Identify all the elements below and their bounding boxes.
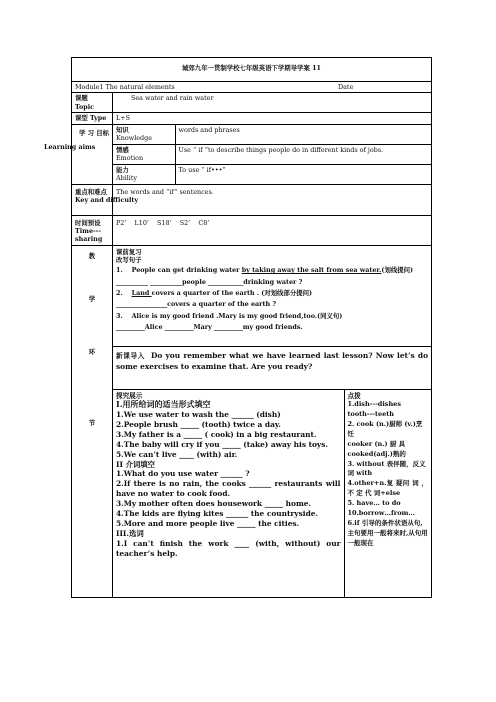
type-label	[72, 112, 113, 124]
side-char-4: 节	[88, 418, 96, 427]
review-q1-text: 1. People can get drinking water	[116, 266, 242, 275]
lead-in-text: Do you remember what we have learned last lesson? Now let’s do some exercises to examine that. Are you ready?	[116, 350, 428, 371]
review-q1	[116, 266, 428, 274]
aims-ability-value: To use “ if•••”	[175, 164, 431, 184]
aims-cell	[113, 124, 432, 184]
exercise-line: 1.What do you use water ______ ?	[116, 469, 250, 479]
review-heading: 课前复习	[116, 247, 142, 256]
review-subheading: 改写句子	[116, 256, 142, 265]
note-line: 6.if 引导的条件状语从句,主句要用一般将来时,从句用一般现在	[347, 518, 428, 547]
note-line: 10.borrow…from…	[347, 509, 415, 518]
module-name: Module1 The natural elements	[75, 83, 175, 91]
review-q2-answer: ________________covers a quarter of the earth ?	[116, 300, 277, 309]
review-q2	[116, 289, 428, 297]
time-value: P2’ L10’ S18’ S2’ C8’	[113, 215, 432, 245]
exercise-line: 1.I can’t finish the work ____ (with, without) our teacher’s help.	[116, 538, 341, 558]
aims-label-cn: 学 习 目标	[78, 128, 109, 137]
review-q1-underlined: by taking away the salt from sea water.	[241, 266, 382, 275]
aims-label	[44, 124, 113, 184]
note-line: 4.other+n.复 疑问 词 ，不 定 代 词+else	[347, 479, 428, 498]
review-q1-answer: __________ __________people ___________drinking water ?	[116, 277, 303, 286]
topic-label-cn: 课题	[75, 94, 88, 103]
notes-heading: 点拨	[347, 391, 361, 400]
review-q2-text: 2.	[116, 288, 132, 297]
note-line: 1.dish---dishes	[347, 400, 401, 409]
key-label	[72, 184, 139, 215]
exercise-line: 3.My father is a _____ ( cook) in a big restaurant.	[116, 429, 317, 439]
aims-table	[113, 125, 431, 184]
time-label	[72, 215, 113, 245]
topic-label	[72, 93, 113, 113]
module-row	[72, 82, 432, 93]
teaching-steps-label	[72, 245, 113, 597]
note-line: tooth---teeth	[347, 409, 394, 418]
exercise-line: 3.My mother often does housework _____ home.	[116, 499, 312, 509]
aims-knowledge-value: words and phrases	[175, 125, 431, 145]
emotion-cn: 情感	[116, 145, 129, 154]
exercise-line: 4.The baby will cry if you _____ (take) away his toys.	[116, 439, 328, 449]
review-q3: 3. Alice is my good friend .Mary is my good friend,too.(同义句)	[116, 311, 343, 320]
side-char-2: 学	[88, 295, 96, 304]
aims-knowledge-label	[113, 125, 175, 145]
aims-label-en: Learning aims	[44, 143, 96, 152]
type-value: L+S	[113, 112, 432, 124]
lesson-plan-table	[44, 57, 432, 598]
type-label-cn: 课型	[75, 113, 88, 122]
key-label-en: Key and difficulty	[75, 196, 139, 205]
exercise-line: 5.We can’t live ____ (with) air.	[116, 449, 238, 459]
aims-emotion-value: Use “ if ”to describe things people do in different kinds of jobs.	[175, 144, 431, 164]
note-line: 5. have… to do	[347, 499, 401, 508]
exercise-line: I.用所给词的适当形式填空	[116, 399, 211, 410]
note-line: 3. without 表伴随，反义词 with	[347, 459, 426, 478]
side-char-3: 环	[88, 348, 96, 357]
knowledge-en: Knowledge	[116, 134, 152, 143]
review-q2-underlined: Land	[131, 288, 152, 297]
ability-cn: 能力	[116, 165, 129, 174]
time-label-cn: 时间预设	[75, 218, 101, 227]
exercise-line: 2.If there is no rain, the cooks ______ restaurants will have no water to cook food.	[116, 479, 341, 499]
side-char-1: 教	[88, 251, 96, 260]
aims-ability-label	[113, 164, 175, 184]
key-label-cn: 重点和难点	[75, 187, 107, 196]
exercise-heading: 探究展示	[116, 391, 143, 400]
review-q1-note: (划线提问)	[381, 266, 414, 275]
exercise-line: III.选词	[116, 528, 144, 538]
review-q2-note: covers a quarter of the earth . (对划线部分提问)	[151, 288, 313, 297]
key-value: The words and “if” sentences.	[113, 184, 432, 215]
note-line: 2. cook (n.)厨师 (v.)烹饪	[347, 419, 423, 438]
notes-column	[344, 390, 431, 597]
exercise-line: II 介词填空	[116, 459, 156, 469]
date-label: Date	[338, 83, 354, 91]
review-section	[113, 245, 432, 346]
knowledge-cn: 知识	[116, 125, 129, 134]
review-q3-answer: _________Alice _________Mary _________my good friends.	[116, 322, 303, 331]
time-label-en: Time---sharing	[75, 227, 103, 244]
note-line: cooked(adj.)熟的	[347, 449, 406, 458]
exercise-line: 5.More and more people live _____ the cities.	[116, 518, 300, 528]
practice-cell	[113, 389, 432, 597]
emotion-en: Emotion	[116, 154, 144, 163]
exercise-line: 1.We use water to wash the ______ (dish)	[116, 409, 281, 419]
exercise-line: 2.People brush _____ (tooth) twice a day.	[116, 419, 281, 429]
practice-table	[113, 390, 431, 597]
type-label-en: Type	[90, 113, 107, 122]
lead-in-section	[113, 346, 432, 389]
note-line: cooker (n.) 厨 具	[347, 439, 406, 448]
exercise-line: 4.The kids are flying kites ______ the countryside.	[116, 509, 319, 519]
lead-in-label: 新课导入	[116, 351, 145, 360]
exercise-column	[113, 390, 344, 597]
topic-value: Sea water and rain water	[113, 93, 432, 113]
document-title: 城郊九年一贯制学校七年级英语下学期导学案 11	[72, 58, 432, 82]
topic-label-en: Topic	[75, 102, 95, 111]
ability-en: Ability	[116, 174, 138, 183]
